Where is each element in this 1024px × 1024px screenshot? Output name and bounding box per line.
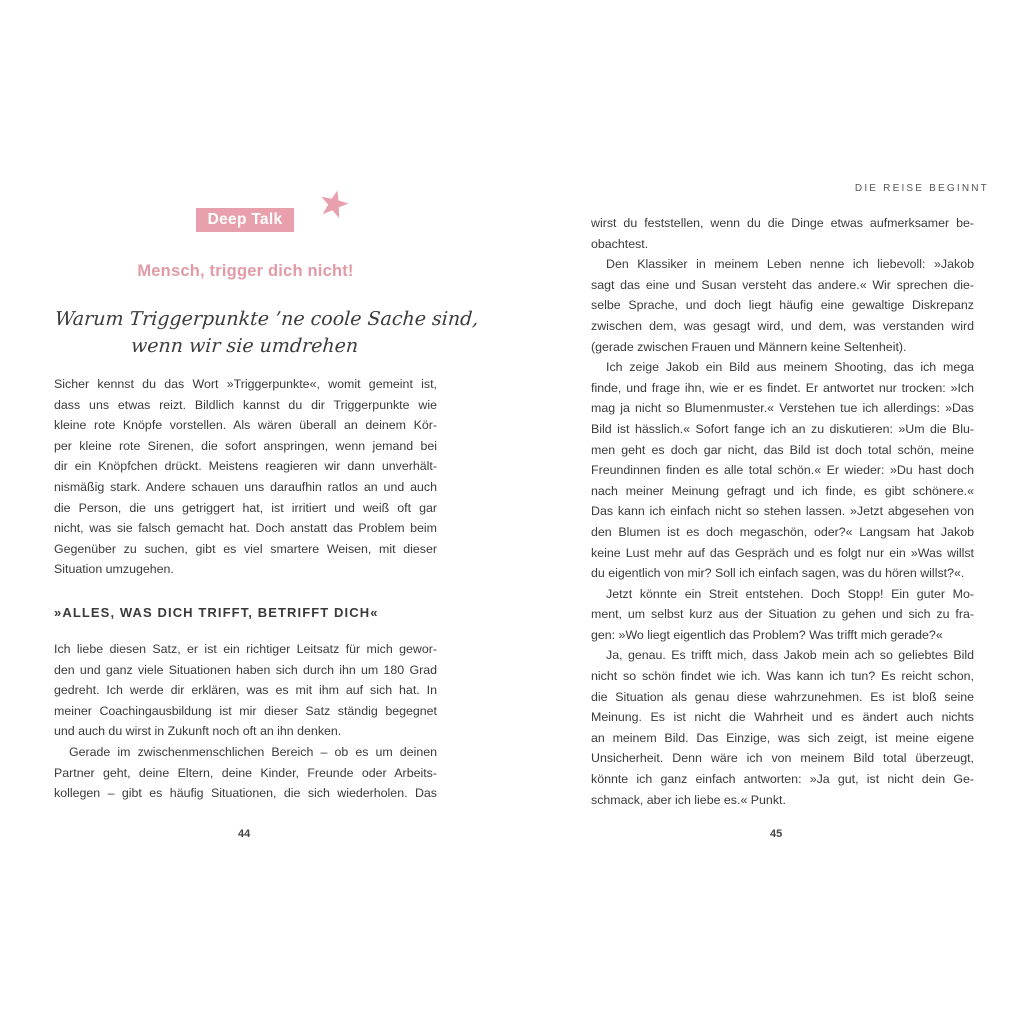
text-line: kleine rote Knöpfe vorstellen. Als wären überall an deinem Kör- bbox=[54, 418, 437, 433]
text-line: dass uns etwas reizt. Bildlich kannst du dir Triggerpunkte wie bbox=[54, 397, 437, 412]
star-icon bbox=[318, 188, 350, 220]
text-line: Situation umzugehen. bbox=[54, 562, 174, 577]
text-line: Gerade im zwischenmenschlichen Bereich – ob es um deinen bbox=[69, 744, 437, 759]
text-line: dir ein Knöpfchen drückt. Meistens reagieren wir dann unverhält- bbox=[54, 459, 437, 474]
deep-talk-badge: Deep Talk bbox=[196, 208, 294, 232]
text-line: Ich zeige Jakob ein Bild aus meinem Shooting, das ich mega bbox=[606, 360, 974, 375]
section-heading: »ALLES, WAS DICH TRIFFT, BETRIFFT DICH« bbox=[54, 605, 379, 620]
section-paragraph bbox=[54, 639, 437, 804]
text-line: nach meiner Meinung gefragt und ich finde, es gibt schönere.« bbox=[591, 483, 974, 498]
text-line: die Situation als genau diese wahrzunehmen. Es ist bloß seine bbox=[591, 689, 974, 704]
text-line: zwischen dem, was gesagt wird, und dem, was verstanden wird bbox=[591, 318, 974, 333]
text-line: mag ja nicht so Blumenmuster.« Verstehen tue ich allerdings: »Das bbox=[591, 401, 974, 416]
text-line: die Person, die uns getriggert hat, ist irritiert und weiß oft gar bbox=[54, 500, 437, 515]
text-line: Gegenüber zu suchen, gibt es viel smartere Weisen, mit dieser bbox=[54, 541, 437, 556]
text-line: Sicher kennst du das Wort »Triggerpunkte«, womit gemeint ist, bbox=[54, 377, 437, 391]
running-head: DIE REISE BEGINNT bbox=[854, 183, 989, 194]
text-line: gedreht. Ich werde dir erklären, was es mit ihm auf sich hat. In bbox=[54, 683, 437, 698]
text-line: meiner Coachingausbildung ist mir dieser Satz ständig begegnet bbox=[54, 703, 437, 718]
page-number: 45 bbox=[770, 828, 783, 840]
page-number: 44 bbox=[238, 828, 251, 840]
text-line: obachtest. bbox=[591, 236, 649, 251]
text-line: Freundinnen finden es alle total schön.« Er wieder: »Du hast doch bbox=[591, 463, 974, 478]
text-line: kollegen – gibt es häufig Situationen, die sich wiederholen. Das bbox=[54, 786, 437, 801]
text-line: Unsicherheit. Denn wäre ich von meinem Bild total überzeugt, bbox=[591, 751, 974, 766]
text-line: sagt das eine und Susan versteht das andere.« Wir sprechen die- bbox=[591, 277, 974, 292]
text-line: ment, um selbst kurz aus der Situation zu gehen und sich zu fra- bbox=[591, 607, 974, 622]
text-line: Jetzt könnte ein Streit entstehen. Doch Stopp! Ein guter Mo- bbox=[606, 586, 974, 601]
right-body-text bbox=[591, 213, 974, 810]
text-line: nicht, was sie falsch gemacht hat. Doch anstatt das Problem beim bbox=[54, 521, 437, 536]
text-line: gen: »Wo liegt eigentlich das Problem? Was trifft mich gerade?« bbox=[591, 627, 943, 642]
section-subtitle: Mensch, trigger dich nicht! bbox=[137, 262, 354, 280]
text-line: (gerade zwischen Frauen und Männern keine Seltenheit). bbox=[591, 339, 907, 354]
text-line: könnte ich ganz einfach antworten: »Ja gut, ist nicht dein Ge- bbox=[591, 772, 974, 787]
text-line: Den Klassiker in meinem Leben nenne ich liebevoll: »Jakob bbox=[606, 257, 974, 272]
script-title-line: wenn wir sie umdrehen bbox=[130, 335, 359, 357]
text-line: Ja, genau. Es trifft mich, dass Jakob mein ach so geliebtes Bild bbox=[606, 648, 974, 663]
text-line: nicht so schön findet wie ich. Was kann ich tun? Es reicht schon, bbox=[591, 669, 974, 684]
script-title-line: Warum Triggerpunkte ’ne coole Sache sind, bbox=[54, 308, 480, 330]
text-line: Bild ist hässlich.« Sofort fange ich an zu diskutieren: »Um die Blu- bbox=[591, 421, 974, 436]
text-line: den und ganz viele Situationen haben sich durch ihn um 180 Grad bbox=[54, 662, 437, 677]
text-line: Meinung. Es ist nicht die Wahrheit und es ändert auch nichts bbox=[591, 710, 974, 725]
text-line: Das kann ich einfach nicht so stehen lassen. »Jetzt abgesehen von bbox=[591, 504, 974, 519]
text-line: schmack, aber ich liebe es.« Punkt. bbox=[591, 792, 786, 807]
text-line: den Blumen ist es doch megaschön, oder?« Langsam hat Jakob bbox=[591, 524, 974, 539]
text-line: wirst du feststellen, wenn du die Dinge etwas aufmerksamer be- bbox=[591, 216, 974, 230]
text-line: men geht es doch gar nicht, das Bild ist doch total schön, meine bbox=[591, 442, 974, 457]
text-line: du eigentlich von mir? Soll ich einfach sagen, was du hören willst?«. bbox=[591, 566, 965, 581]
text-line: Ich liebe diesen Satz, er ist ein richtiger Leitsatz für mich gewor- bbox=[54, 642, 437, 656]
script-title bbox=[52, 306, 480, 360]
text-line: nismäßig stark. Andere schauen uns daraufhin ratlos an und auch bbox=[54, 479, 437, 494]
intro-paragraph bbox=[54, 374, 437, 580]
text-line: selbe Sprache, und doch liegt häufig eine gewaltige Diskrepanz bbox=[591, 298, 974, 313]
text-line: Partner geht, deine Eltern, deine Kinder, Freunde oder Arbeits- bbox=[54, 765, 437, 780]
text-line: und auch du wirst in Zukunft noch oft an ihn denken. bbox=[54, 724, 342, 739]
text-line: finde, und frage ihn, wie er es findet. Er antwortet nur trocken: »Ich bbox=[591, 380, 974, 395]
text-line: an meinem Bild. Das Einzige, was sich zeigt, ist meine eigene bbox=[591, 730, 974, 745]
text-line: per kleine rote Sirenen, die sofort anspringen, wenn jemand bei bbox=[54, 438, 437, 453]
text-line: keine Lust mehr auf das Gespräch und es folgt nur ein »Was willst bbox=[591, 545, 974, 560]
